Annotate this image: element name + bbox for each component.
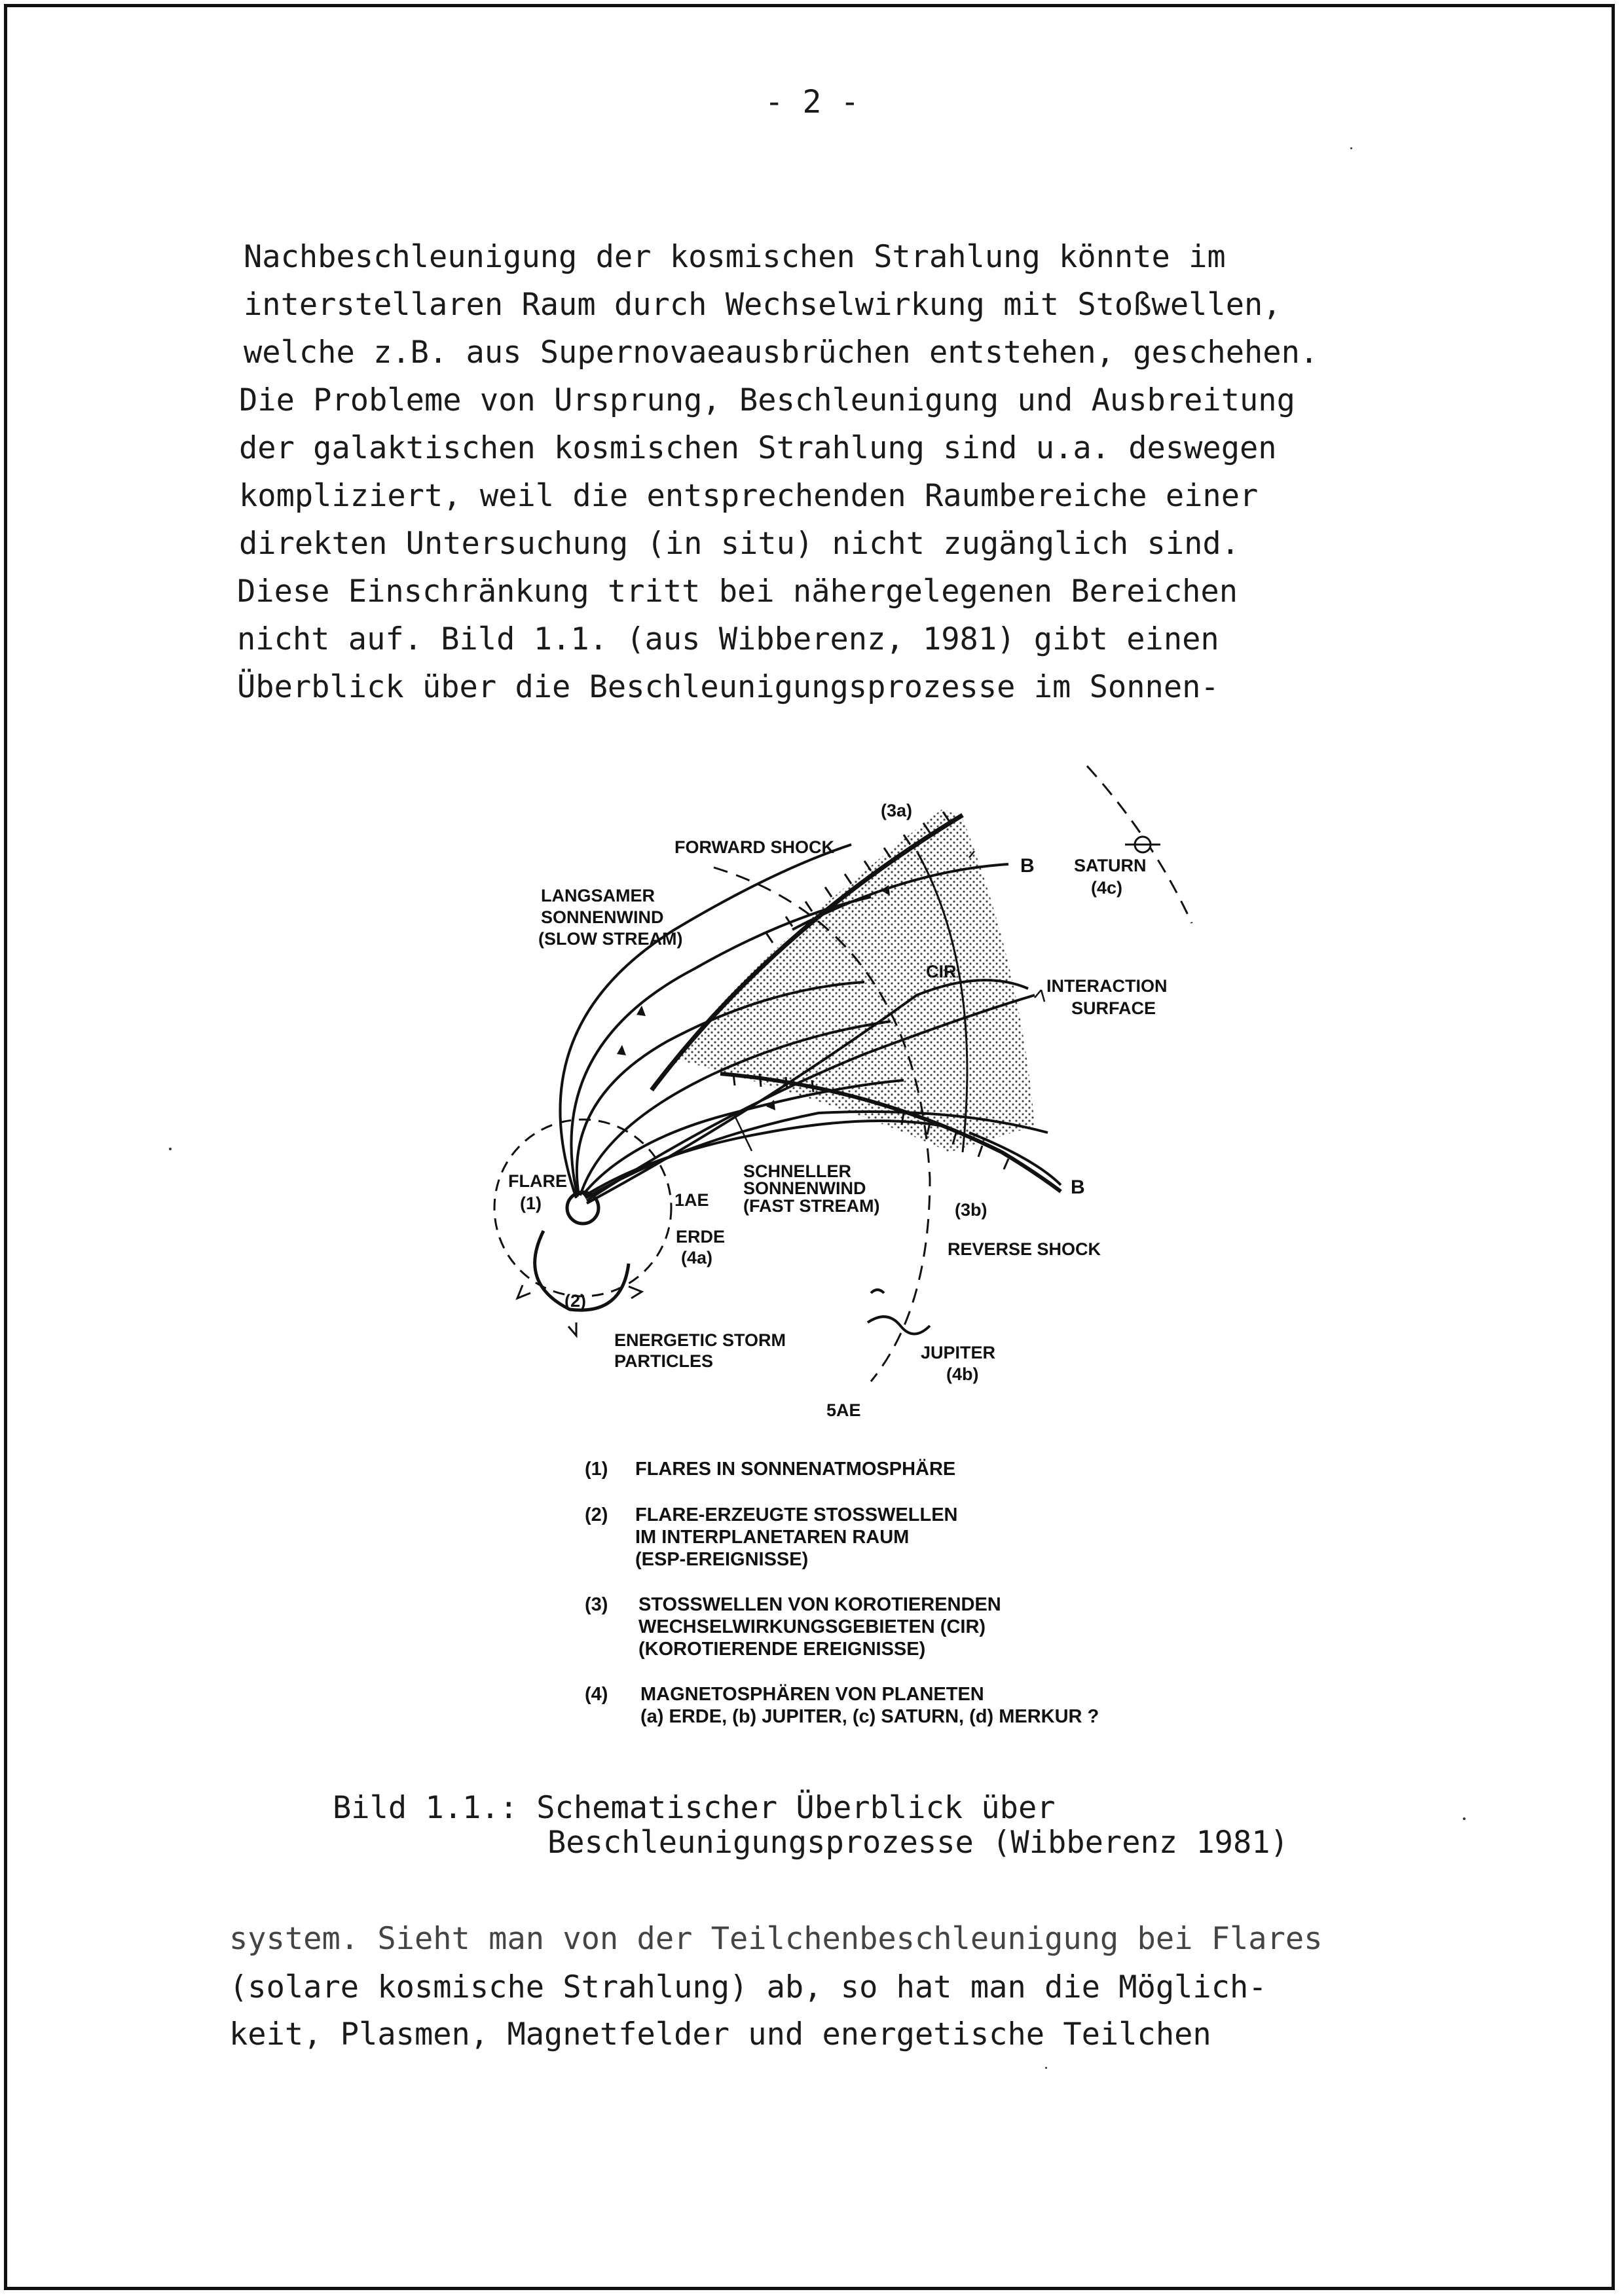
scan-speck — [1350, 147, 1352, 149]
page-number: - 2 - — [764, 84, 860, 120]
text-line: direkten Untersuchung (in situ) nicht zugänglich sind. — [239, 526, 1240, 562]
label-slow-wind-2: SONNENWIND — [541, 907, 664, 927]
label-storm-1: ENERGETIC STORM — [614, 1330, 786, 1350]
text-line: keit, Plasmen, Magnetfelder und energetische Teilchen — [229, 2016, 1211, 2052]
label-reverse-shock: REVERSE SHOCK — [948, 1239, 1101, 1259]
label-slow-wind-1: LANGSAMER — [541, 886, 655, 905]
label-saturn-id: (4c) — [1091, 878, 1123, 898]
text-line: interstellaren Raum durch Wechselwirkung mit Stoßwellen, — [244, 287, 1282, 323]
label-flare: FLARE — [508, 1171, 567, 1191]
text-line: nicht auf. Bild 1.1. (aus Wibberenz, 1981) gibt einen — [237, 621, 1219, 657]
label-flare-id: (1) — [520, 1194, 542, 1213]
jupiter-symbol — [868, 1290, 930, 1334]
label-storm-2: PARTICLES — [614, 1351, 714, 1371]
label-slow-wind-3: (SLOW STREAM) — [538, 929, 683, 949]
scan-speck — [1463, 1817, 1466, 1820]
text-line: welche z.B. aus Supernovaeausbrüchen entstehen, geschehen. — [244, 335, 1319, 371]
label-erde-id: (4a) — [681, 1248, 713, 1267]
text-line: Diese Einschränkung tritt bei nähergelegenen Bereichen — [237, 574, 1238, 610]
label-saturn: SATURN — [1074, 856, 1147, 875]
legend-num: (3) — [585, 1594, 608, 1615]
legend-text: STOSSWELLEN VON KOROTIERENDEN — [638, 1594, 1001, 1615]
legend-text: IM INTERPLANETAREN RAUM — [635, 1527, 910, 1548]
legend-text: MAGNETOSPHÄREN VON PLANETEN — [640, 1684, 984, 1705]
legend-text: (a) ERDE, (b) JUPITER, (c) SATURN, (d) MERKUR ? — [640, 1706, 1099, 1727]
text-line: (solare kosmische Strahlung) ab, so hat man die Möglich- — [229, 1969, 1267, 2005]
label-fast-wind-3: (FAST STREAM) — [743, 1196, 880, 1216]
text-line: Nachbeschleunigung der kosmischen Strahlung könnte im — [244, 239, 1226, 275]
legend-num: (1) — [585, 1459, 608, 1480]
caption-line: Beschleunigungsprozesse (Wibberenz 1981) — [547, 1825, 1289, 1861]
label-erde: ERDE — [676, 1227, 726, 1247]
label-interaction-1: INTERACTION — [1046, 976, 1168, 996]
scan-speck — [1045, 2067, 1047, 2069]
text-line: Überblick über die Beschleunigungsprozesse im Sonnen- — [237, 669, 1219, 705]
label-jupiter-id: (4b) — [946, 1364, 979, 1384]
label-cir: CIR — [926, 962, 957, 981]
legend-text: (KOROTIERENDE EREIGNISSE) — [638, 1639, 926, 1660]
label-esp-id: (2) — [564, 1291, 586, 1311]
label-b-bottom: B — [1071, 1176, 1085, 1198]
label-forward-shock: FORWARD SHOCK — [674, 837, 835, 857]
legend-text: FLARE-ERZEUGTE STOSSWELLEN — [635, 1504, 958, 1525]
legend-num: (2) — [585, 1504, 608, 1525]
label-5ae: 5AE — [826, 1400, 861, 1420]
label-1ae: 1AE — [674, 1190, 709, 1210]
label-3a: (3a) — [881, 801, 913, 820]
scan-speck — [169, 1148, 172, 1150]
legend-text: WECHSELWIRKUNGSGEBIETEN (CIR) — [638, 1616, 986, 1637]
text-line: system. Sieht man von der Teilchenbeschleunigung bei Flares — [229, 1921, 1323, 1957]
legend-text: (ESP-EREIGNISSE) — [635, 1549, 809, 1570]
legend-text: FLARES IN SONNENATMOSPHÄRE — [635, 1459, 956, 1480]
saturn-symbol — [1125, 837, 1160, 852]
label-interaction-2: SURFACE — [1071, 998, 1156, 1018]
text-line: Die Probleme von Ursprung, Beschleunigung und Ausbreitung — [239, 382, 1295, 418]
legend-num: (4) — [585, 1684, 608, 1705]
text-line: der galaktischen kosmischen Strahlung sind u.a. deswegen — [239, 430, 1277, 466]
label-b-top: B — [1020, 855, 1035, 877]
label-jupiter: JUPITER — [921, 1343, 996, 1362]
label-fast-wind-2: SONNENWIND — [743, 1178, 866, 1198]
caption-line: Bild 1.1.: Schematischer Überblick über — [333, 1790, 1056, 1826]
text-line: kompliziert, weil die entsprechenden Raumbereiche einer — [239, 478, 1259, 514]
label-fast-wind-1: SCHNELLER — [743, 1161, 852, 1181]
label-3b: (3b) — [955, 1200, 987, 1220]
